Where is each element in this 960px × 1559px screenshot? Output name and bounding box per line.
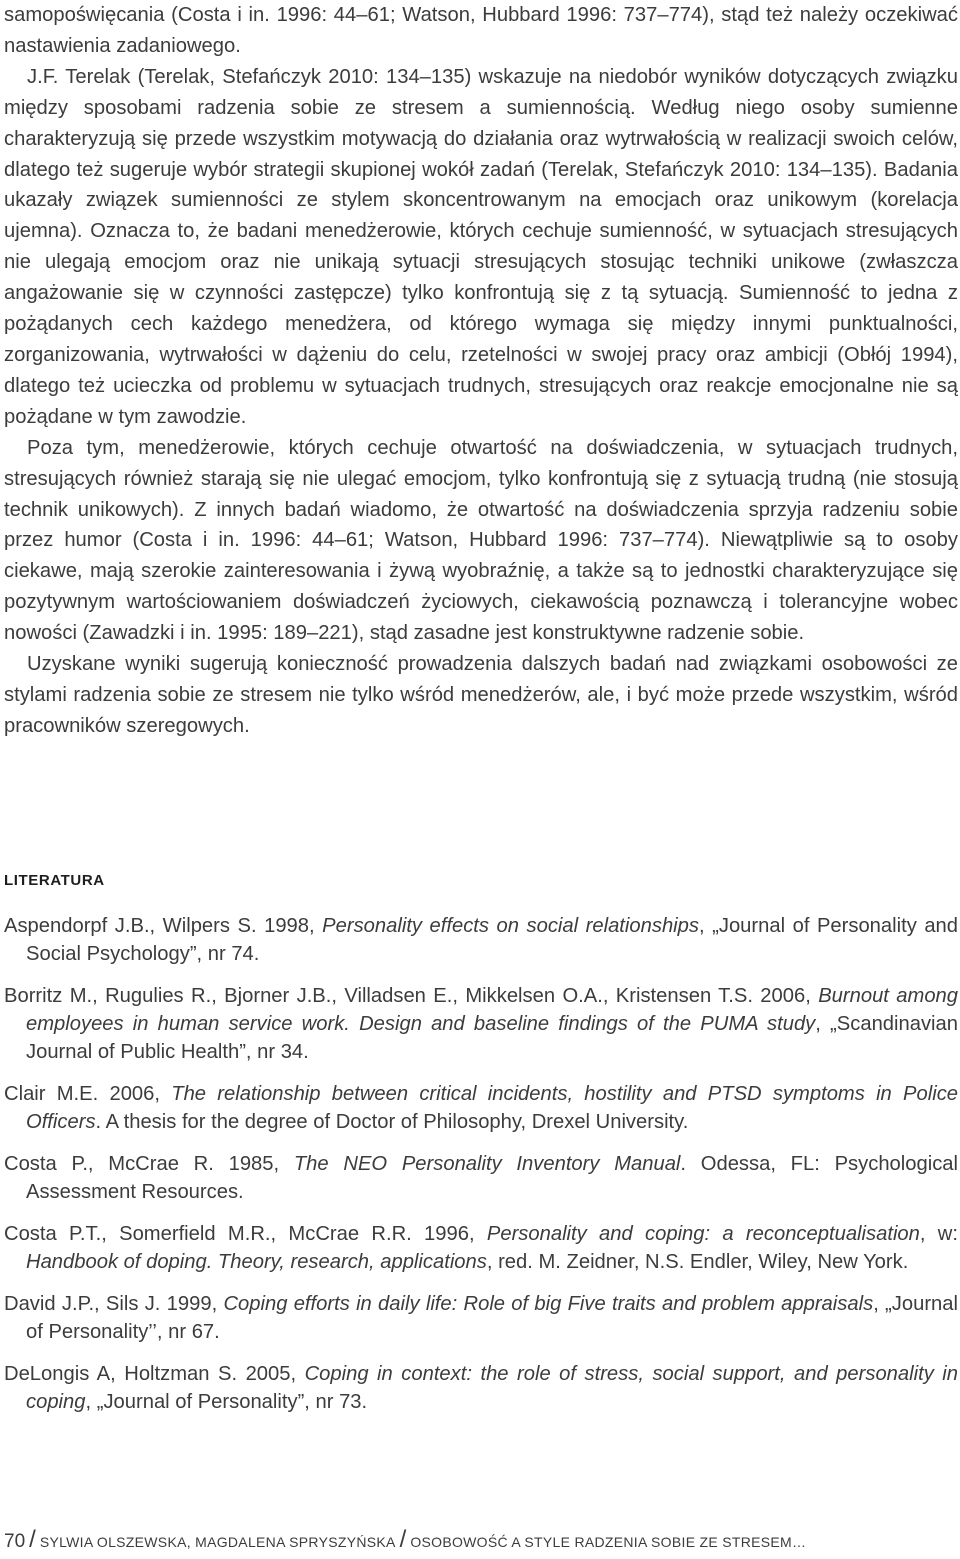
paragraph-continuation: samopoświęcania (Costa i in. 1996: 44–61; Watson, Hubbard 1996: 737–774), stąd też należy oczekiwać nastawienia zadaniowego. [4, 4, 958, 57]
reference-item: Aspendorpf J.B., Wilpers S. 1998, Personality effects on social relationships, „Journal of Personality and Social Psychology”, nr 74. [4, 915, 959, 965]
reference-item: Borritz M., Rugulies R., Bjorner J.B., Villadsen E., Mikkelsen O.A., Kristensen T.S. 2006, Burnout among employees in human service work. Design and baseline findings of the PUMA study, „Scandinavian Journal of Public Health”, nr 34. [4, 985, 958, 1063]
reference-item: Costa P., McCrae R. 1985, The NEO Personality Inventory Manual. Odessa, FL: Psychological Assessment Resources. [4, 1153, 959, 1203]
paragraph-terelak: J.F. Terelak (Terelak, Stefańczyk 2010: 134–135) wskazuje na niedobór wyników dotyczących związku między sposobami radzenia sobie ze stresem a sumiennością. Według niego osoby sumienne charakteryzują się przede wszystkim motywacją do działania oraz wytrwałością w realizacji swoich celów, dlatego też sugeruje wybór strategii skupionej wokół zadań (Terelak, Stefańczyk 2010: 134–135). Badania ukazały związek sumienności ze stylem skoncentrowanym na emocjach oraz unikowym (korelacja ujemna). Oznacza to, że badani menedżerowie, których cechuje sumienność, w sytuacjach stresujących nie ulegają emocjom oraz nie unikają sytuacji stresujących stosując techniki unikowe (zwłaszcza angażowanie się w czynności zastępcze) tylko konfrontują się z tą sytuacją. Sumienność to jedna z pożądanych cech każdego menedżera, od którego wymaga się między innymi punktualności, zorganizowania, wytrwałości w dążeniu do celu, rzetelności w swojej pracy oraz ambicji (Obłój 1994), dlatego też ucieczka od problemu w sytuacjach trudnych, stresujących oraz reakcje emocjonalne nie są pożądane w tym zawodzie. [4, 65, 958, 428]
article-body [4, 0, 958, 742]
reference-item: DeLongis A, Holtzman S. 2005, Coping in context: the role of stress, social support, and personality in coping, „Journal of Personality”, nr 73. [4, 1363, 958, 1413]
reference-list [4, 912, 958, 1430]
paragraph-conclusion: Uzyskane wyniki sugerują konieczność prowadzenia dalszych badań nad związkami osobowości ze stylami radzenia sobie ze stresem nie tylko wśród menedżerów, ale, i być może przede wszystkim, wśród pracowników szeregowych. [4, 653, 958, 737]
reference-item: David J.P., Sils J. 1999, Coping efforts in daily life: Role of big Five traits and problem appraisals, „Journal of Personality’’, nr 67. [4, 1293, 958, 1343]
page-number: 70 [4, 1531, 26, 1552]
footer-authors: SYLWIA OLSZEWSKA, MAGDALENA SPRYSZYŃSKA [39, 1534, 396, 1550]
reference-item: Costa P.T., Somerfield M.R., McCrae R.R. 1996, Personality and coping: a reconceptualisation, w: Handbook of doping. Theory, research, applications, red. M. Zeidner, N.S. Endler, Wiley, New York. [4, 1223, 958, 1273]
footer-article-title: OSOBOWOŚĆ A STYLE RADZENIA SOBIE ZE STRESEM… [410, 1534, 807, 1550]
page-footer [4, 1526, 806, 1554]
footer-separator: / [29, 1526, 36, 1553]
references-heading: LITERATURA [4, 872, 105, 889]
reference-item: Clair M.E. 2006, The relationship between critical incidents, hostility and PTSD symptoms in Police Officers. A thesis for the degree of Doctor of Philosophy, Drexel University. [4, 1083, 959, 1133]
paragraph-openness: Poza tym, menedżerowie, których cechuje otwartość na doświadczenia, w sytuacjach trudnych, stresujących również starają się nie ulegać emocjom, tylko konfrontują się z sytuacją trudną (nie stosują technik unikowych). Z innych badań wiadomo, że otwartość na doświadczenia sprzyja radzeniu sobie przez humor (Costa i in. 1996: 44–61; Watson, Hubbard 1996: 737–774). Niewątpliwie są to osoby ciekawe, mają szerokie zainteresowania i żywą wyobraźnię, a także są to jednostki charakteryzujące się pozytywnym wartościowaniem doświadczeń życiowych, ciekawością poznawczą i tolerancyjne wobec nowości (Zawadzki i in. 1995: 189–221), stąd zasadne jest konstruktywne radzenie sobie. [4, 436, 958, 645]
footer-separator: / [399, 1526, 407, 1553]
